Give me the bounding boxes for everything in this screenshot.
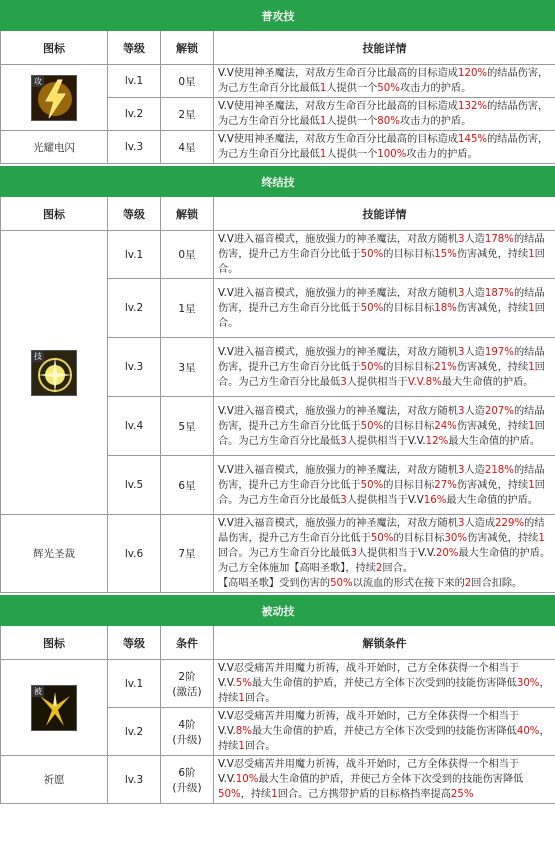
highlight-value: 50% [360,302,384,314]
description-cell [214,231,555,279]
desc-text: V.V忍受痛苦并用魔力祈祷，战斗开始时，己方全体获得一个相当于V.V. [218,711,520,737]
desc-text: 人提供一个 [326,149,378,160]
desc-text: 的结晶伤害，提升己方生命百分比低于 [218,405,545,432]
desc-text: 回合。 [218,302,545,329]
highlight-value: 24% [434,420,457,432]
highlight-value: 1 [528,420,535,432]
desc-text: 人提供相当于V.V [346,494,424,506]
section-title: 普攻技 [1,1,555,31]
skill-name: 祈愿 [1,756,108,804]
desc-text: 最大生命值的护盾。 [446,494,539,506]
desc-text: 回合。 [218,249,545,275]
level-cell: lv.3 [108,338,161,397]
unlock-cell: 0星 [161,65,214,98]
icon-tag: 技 [34,351,42,361]
highlight-value: 40% [516,726,540,737]
unlock-cell: 3星 [161,338,214,397]
desc-text: 回合。为己方生命百分比最低 [218,420,545,447]
desc-text: 回合。己方携带护盾的目标格挡率提高 [277,789,451,800]
highlight-value: 2 [375,563,383,574]
desc-text: 人提供相当于 [346,376,408,388]
highlight-value: 1 [238,741,245,752]
highlight-value: 187% [484,287,514,299]
level-cell: lv.3 [108,756,161,804]
highlight-value: 50% [360,420,384,432]
description-cell [214,708,555,756]
desc-text: 的结晶伤害，提升己方生命百分比低于 [218,518,545,544]
desc-text: V.V进入福音模式，施放强力的神圣魔法，对敌方随机 [218,234,458,245]
column-header: 等级 [108,197,161,231]
desc-text: 人造 [464,346,485,358]
unlock-cell: 1星 [161,279,214,338]
desc-text: 人提供一个 [326,116,378,127]
highlight-value: 3 [340,376,347,388]
highlight-value: 21% [434,361,457,373]
highlight-value: 218% [484,464,514,476]
highlight-value: 1 [528,361,535,373]
prayer-passive-icon [31,685,77,731]
skill-row [1,660,555,708]
column-header: 等级 [108,626,161,660]
highlight-value: 27% [434,479,457,491]
desc-text: V.V进入福音模式，施放强力的神圣魔法，对敌方随机 [218,518,458,529]
desc-text: ，持续 [218,678,550,704]
level-cell: lv.2 [108,279,161,338]
highlight-value: 120% [457,68,488,79]
highlight-value: 8% [235,726,252,737]
highlight-value: 1 [271,789,278,800]
highlight-value: 80% [377,116,400,127]
desc-text: 最大生命值的护盾，并使己方全体下次受到的技能伤害降低 [251,678,517,689]
desc-text: 伤害减免，持续 [456,361,529,373]
desc-text: 人提供一个 [326,83,378,94]
highlight-value: 178% [484,234,514,245]
level-cell: lv.1 [108,65,161,98]
desc-text: ，持续 [240,789,272,800]
highlight-value: 50% [370,533,394,544]
level-cell: lv.2 [108,98,161,131]
desc-text: 人造 [464,287,485,299]
description-cell [214,65,555,98]
desc-text: 人提供相当于V.V. [356,548,436,559]
level-cell: lv.1 [108,660,161,708]
desc-text: 的结晶伤害，为己方生命百分比最低 [218,68,549,94]
highlight-value: 1 [528,479,535,491]
desc-text: 攻击力的护盾。 [406,149,478,160]
highlight-value: 10% [235,774,259,785]
unlock-cell: 0星 [161,231,214,279]
highlight-value: 50% [360,249,384,260]
unlock-cell: 2星 [161,98,214,131]
desc-text: 的目标目标 [383,479,435,491]
highlight-value: 3 [457,234,465,245]
highlight-value: 1 [319,149,327,160]
desc-text: 的目标目标 [383,302,435,314]
highlight-value: 1 [528,302,535,314]
desc-text: 【高唱圣歌】受到伤害的 [218,578,331,589]
desc-text: ，持续 [218,726,550,752]
desc-text: 伤害减免，持续 [456,249,529,260]
highlight-value: 12% [425,435,449,447]
highlight-value: 16% [423,494,447,506]
unlock-cell: 5星 [161,397,214,456]
desc-text: 的目标目标 [383,420,435,432]
icon-tag: 被 [34,686,42,696]
skill-row [1,756,555,804]
desc-text: 伤害减免，持续 [456,420,529,432]
unlock-cell: 7星 [161,515,214,593]
description-cell [214,660,555,708]
desc-text: 的结晶伤害，提升己方生命百分比低于 [218,287,545,314]
desc-text: 的目标目标 [383,361,435,373]
highlight-value: 25% [450,789,474,800]
icon-cell [1,660,108,756]
highlight-value: 3 [457,405,465,417]
highlight-value: 20% [435,548,459,559]
highlight-value: 5% [235,678,252,689]
skill-row [1,131,555,164]
desc-text: V.V使用神圣魔法，对敌方生命百分比最高的目标造成 [218,68,458,79]
section-header-normal [1,1,555,31]
column-header-row [1,197,555,231]
highlight-value: 3 [340,494,347,506]
highlight-value: 1 [528,249,535,260]
highlight-value: 3 [457,287,465,299]
holy-light-skill-icon [31,350,77,396]
icon-tag: 攻 [34,76,42,86]
desc-text: 伤害减免，持续 [456,479,529,491]
highlight-value: 50% [360,479,384,491]
column-header: 解锁 [161,31,214,65]
lightning-skill-icon [31,75,77,121]
skill-name: 辉光圣裁 [1,515,108,593]
desc-text: 以流血的形式在接下来的 [352,578,465,589]
description-cell [214,338,555,397]
desc-text: 回合扣除。 [471,578,523,589]
desc-text: 的结晶伤害，为己方生命百分比最低 [218,101,549,127]
desc-text: 的结晶伤害，提升己方生命百分比低于 [218,464,545,491]
desc-text: V.V使用神圣魔法，对敌方生命百分比最高的目标造成 [218,134,458,145]
skill-name: 光耀电闪 [1,131,108,164]
desc-text: 的结晶伤害，提升己方生命百分比低于 [218,346,545,373]
desc-text: 回合。为己方生命百分比最低 [218,548,351,559]
skill-row [1,65,555,98]
highlight-value: 2 [464,578,472,589]
desc-text: V.V忍受痛苦并用魔力祈祷，战斗开始时，己方全体获得一个相当于V.V. [218,759,520,785]
highlight-value: 207% [484,405,514,417]
highlight-value: 100% [377,149,407,160]
desc-text: 人造 [464,464,485,476]
highlight-value: 15% [434,249,457,260]
column-header-row [1,31,555,65]
desc-text: 最大生命值的护盾。为己方全体施加【高唱圣歌】，持续 [218,548,551,574]
column-header: 图标 [1,626,108,660]
highlight-value: 1 [238,693,245,704]
section-title: 终结技 [1,167,555,197]
desc-text: 最大生命值的护盾。 [448,435,540,447]
skill-row [1,515,555,593]
column-header: 图标 [1,197,108,231]
desc-text: 人造成 [464,518,496,529]
highlight-value: 3 [457,346,465,358]
desc-text: 最大生命值的护盾，并使己方全体下次受到的技能伤害降低 [258,774,524,785]
section-header-passive [1,596,555,626]
desc-text: 伤害减免，持续 [467,533,539,544]
desc-text: 人造 [464,234,485,245]
desc-text: 的目标目标 [393,533,445,544]
level-cell: lv.4 [108,397,161,456]
highlight-value: 3 [457,518,465,529]
highlight-value: 30% [516,678,540,689]
unlock-cell: 6星 [161,456,214,515]
icon-cell [1,65,108,131]
column-header: 图标 [1,31,108,65]
highlight-value: 50% [377,83,400,94]
highlight-value: 3 [350,548,357,559]
section-title: 被动技 [1,596,555,626]
desc-text: V.V进入福音模式，施放强力的神圣魔法，对敌方随机 [218,346,458,358]
description-cell [214,456,555,515]
desc-text: 攻击力的护盾。 [399,116,472,127]
highlight-value: 145% [457,134,488,145]
desc-text: 人提供相当于V.V. [346,435,426,447]
desc-text: 回合。为己方生命百分比最低 [218,479,545,506]
level-cell: lv.2 [108,708,161,756]
desc-text: V.V进入福音模式，施放强力的神圣魔法，对敌方随机 [218,464,458,476]
highlight-value: 229% [495,518,525,529]
skill-row [1,231,555,279]
column-header: 技能详情 [214,197,555,231]
description-cell [214,515,555,593]
highlight-value: 18% [434,302,457,314]
highlight-value: 50% [330,578,353,589]
desc-text: 回合。 [244,693,276,704]
desc-text: 回合。 [244,741,276,752]
highlight-value: 3 [340,435,347,447]
desc-text: 的目标目标 [383,249,435,260]
unlock-cell: 6阶 (升级) [161,756,214,804]
desc-text: 最大生命值的护盾。 [441,376,534,388]
column-header: 技能详情 [214,31,555,65]
desc-text: 伤害减免，持续 [456,302,529,314]
highlight-value: 30% [444,533,468,544]
desc-text: 的结晶伤害，提升己方生命百分比低于 [218,234,545,260]
highlight-value: 1 [319,83,327,94]
desc-text: 的结晶伤害，为己方生命百分比最低 [218,134,549,160]
description-cell [214,279,555,338]
column-header-row [1,626,555,660]
level-cell: lv.5 [108,456,161,515]
desc-text: V.V使用神圣魔法，对敌方生命百分比最高的目标造成 [218,101,458,112]
unlock-cell: 4阶 (升级) [161,708,214,756]
unlock-cell: 2阶 (激活) [161,660,214,708]
column-header: 解锁条件 [214,626,555,660]
desc-text: 人造 [464,405,485,417]
level-cell: lv.6 [108,515,161,593]
highlight-value: 50% [360,361,384,373]
desc-text: 回合。为己方生命百分比最低 [218,361,545,388]
level-cell: lv.3 [108,131,161,164]
highlight-value: V.V.8% [407,376,442,388]
desc-text: 攻击力的护盾。 [399,83,472,94]
column-header: 解锁 [161,197,214,231]
highlight-value: 197% [484,346,514,358]
desc-text: V.V进入福音模式，施放强力的神圣魔法，对敌方随机 [218,287,458,299]
desc-text: 回合。 [382,563,413,574]
unlock-cell: 4星 [161,131,214,164]
highlight-value: 132% [457,101,488,112]
desc-text: 最大生命值的护盾，并使己方全体下次受到的技能伤害降低 [251,726,517,737]
level-cell: lv.1 [108,231,161,279]
section-header-ultimate [1,167,555,197]
description-cell [214,98,555,131]
description-cell [214,756,555,804]
highlight-value: 1 [319,116,327,127]
column-header: 条件 [161,626,214,660]
description-cell [214,131,555,164]
desc-text: V.V忍受痛苦并用魔力祈祷，战斗开始时，己方全体获得一个相当于V.V. [218,663,520,689]
highlight-value: 50% [218,789,241,800]
highlight-value: 1 [538,533,545,544]
description-cell [214,397,555,456]
icon-cell [1,231,108,515]
column-header: 等级 [108,31,161,65]
desc-text: V.V进入福音模式，施放强力的神圣魔法，对敌方随机 [218,405,458,417]
highlight-value: 3 [457,464,465,476]
